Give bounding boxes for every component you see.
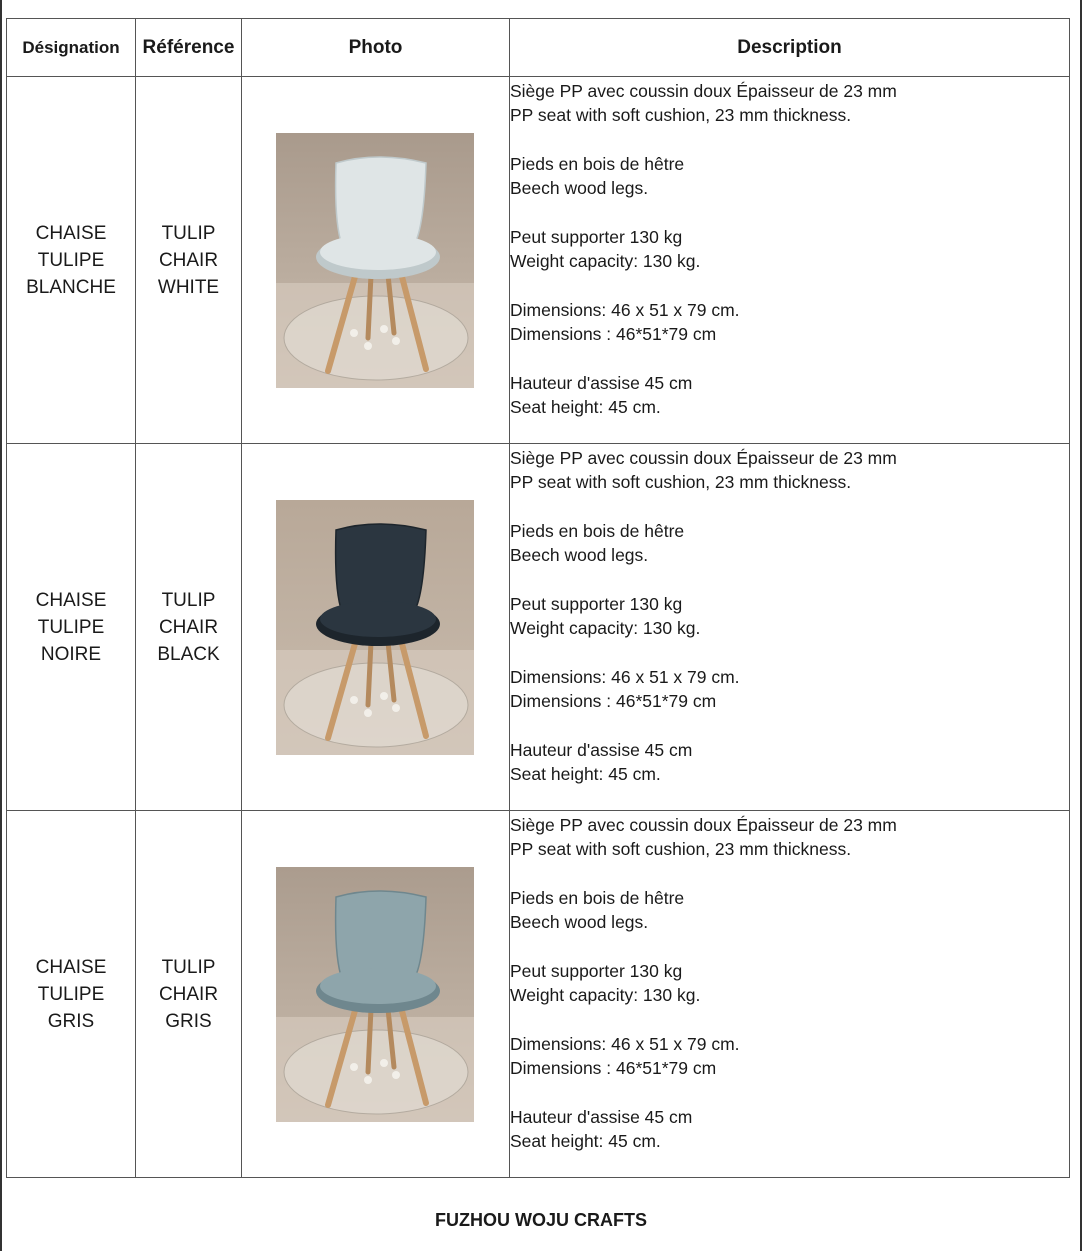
reference-cell bbox=[136, 444, 242, 811]
description-line: Peut supporter 130 kg bbox=[510, 960, 683, 981]
description-line: Beech wood legs. bbox=[510, 912, 649, 933]
description-line: Pieds en bois de hêtre bbox=[510, 520, 685, 541]
description-line: Seat height: 45 cm. bbox=[510, 763, 661, 784]
description-block bbox=[510, 519, 1069, 568]
description-line: PP seat with soft cushion, 23 mm thickness. bbox=[510, 839, 852, 860]
description-cell bbox=[510, 444, 1070, 811]
description-block bbox=[510, 446, 1069, 495]
photo-cell bbox=[242, 444, 510, 811]
description-block bbox=[510, 738, 1069, 787]
description-cell bbox=[510, 77, 1070, 444]
reference-line: TULIP bbox=[161, 589, 216, 611]
reference-line: TULIP bbox=[161, 222, 216, 244]
designation-cell bbox=[7, 77, 136, 444]
table-header-row bbox=[7, 19, 1070, 77]
footer-company-name: FUZHOU WOJU CRAFTS bbox=[435, 1210, 647, 1230]
header-photo: Photo bbox=[242, 19, 510, 77]
description-line: Seat height: 45 cm. bbox=[510, 396, 661, 417]
description-line: PP seat with soft cushion, 23 mm thickness. bbox=[510, 105, 852, 126]
designation-line: CHAISE bbox=[35, 589, 107, 611]
description-line: Siège PP avec coussin doux Épaisseur de 23 mm bbox=[510, 815, 897, 835]
reference-line: CHAIR bbox=[158, 983, 219, 1005]
designation-line: TULIPE bbox=[37, 249, 105, 271]
description-line: Siège PP avec coussin doux Épaisseur de 23 mm bbox=[510, 448, 897, 468]
description-line: Siège PP avec coussin doux Épaisseur de 23 mm bbox=[510, 81, 897, 101]
designation-line: CHAISE bbox=[35, 222, 107, 244]
description-block bbox=[510, 665, 1069, 714]
reference-line: BLACK bbox=[157, 643, 220, 665]
description-line: Hauteur d'assise 45 cm bbox=[510, 1106, 693, 1127]
description-line: Dimensions : 46*51*79 cm bbox=[510, 1057, 717, 1078]
photo-cell bbox=[242, 811, 510, 1178]
reference-line: WHITE bbox=[157, 276, 220, 298]
black-tulip-chair-photo bbox=[276, 500, 474, 755]
table-row bbox=[7, 811, 1070, 1178]
description-line: Hauteur d'assise 45 cm bbox=[510, 739, 693, 760]
description-line: Pieds en bois de hêtre bbox=[510, 153, 685, 174]
designation-line: TULIPE bbox=[37, 983, 105, 1005]
description-line: Beech wood legs. bbox=[510, 545, 649, 566]
description-line: Dimensions : 46*51*79 cm bbox=[510, 690, 717, 711]
reference-line: CHAIR bbox=[158, 249, 219, 271]
header-reference: Référence bbox=[136, 19, 242, 77]
description-block bbox=[510, 225, 1069, 274]
description-line: Hauteur d'assise 45 cm bbox=[510, 372, 693, 393]
reference-line: GRIS bbox=[165, 1010, 212, 1032]
description-line: Weight capacity: 130 kg. bbox=[510, 251, 701, 272]
description-line: Weight capacity: 130 kg. bbox=[510, 985, 701, 1006]
header-description: Description bbox=[510, 19, 1070, 77]
designation-line: NOIRE bbox=[40, 643, 102, 665]
designation-line: GRIS bbox=[47, 1010, 95, 1032]
product-table bbox=[6, 18, 1070, 1178]
description-block bbox=[510, 813, 1069, 862]
description-block bbox=[510, 886, 1069, 935]
reference-line: CHAIR bbox=[158, 616, 219, 638]
photo-cell bbox=[242, 77, 510, 444]
description-block bbox=[510, 371, 1069, 420]
designation-line: TULIPE bbox=[37, 616, 105, 638]
designation-cell bbox=[7, 811, 136, 1178]
reference-line: TULIP bbox=[161, 956, 216, 978]
description-line: Dimensions : 46*51*79 cm bbox=[510, 323, 717, 344]
designation-line: BLANCHE bbox=[26, 276, 116, 298]
white-tulip-chair-photo bbox=[276, 133, 474, 388]
description-line: Beech wood legs. bbox=[510, 178, 649, 199]
description-cell bbox=[510, 811, 1070, 1178]
description-line: Peut supporter 130 kg bbox=[510, 226, 683, 247]
description-line: Peut supporter 130 kg bbox=[510, 593, 683, 614]
table-row bbox=[7, 77, 1070, 444]
description-block bbox=[510, 298, 1069, 347]
description-block bbox=[510, 1032, 1069, 1081]
description-block bbox=[510, 959, 1069, 1008]
reference-cell bbox=[136, 77, 242, 444]
table-row bbox=[7, 444, 1070, 811]
description-block bbox=[510, 592, 1069, 641]
description-line: Dimensions: 46 x 51 x 79 cm. bbox=[510, 299, 740, 320]
description-line: Dimensions: 46 x 51 x 79 cm. bbox=[510, 1033, 740, 1054]
description-line: Weight capacity: 130 kg. bbox=[510, 618, 701, 639]
reference-cell bbox=[136, 811, 242, 1178]
description-block bbox=[510, 152, 1069, 201]
designation-cell bbox=[7, 444, 136, 811]
designation-line: CHAISE bbox=[35, 956, 107, 978]
description-line: Pieds en bois de hêtre bbox=[510, 887, 685, 908]
description-block bbox=[510, 79, 1069, 128]
description-block bbox=[510, 1105, 1069, 1154]
description-line: PP seat with soft cushion, 23 mm thickness. bbox=[510, 472, 852, 493]
grey-tulip-chair-photo bbox=[276, 867, 474, 1122]
description-line: Seat height: 45 cm. bbox=[510, 1130, 661, 1151]
header-designation: Désignation bbox=[7, 19, 136, 77]
description-line: Dimensions: 46 x 51 x 79 cm. bbox=[510, 666, 740, 687]
